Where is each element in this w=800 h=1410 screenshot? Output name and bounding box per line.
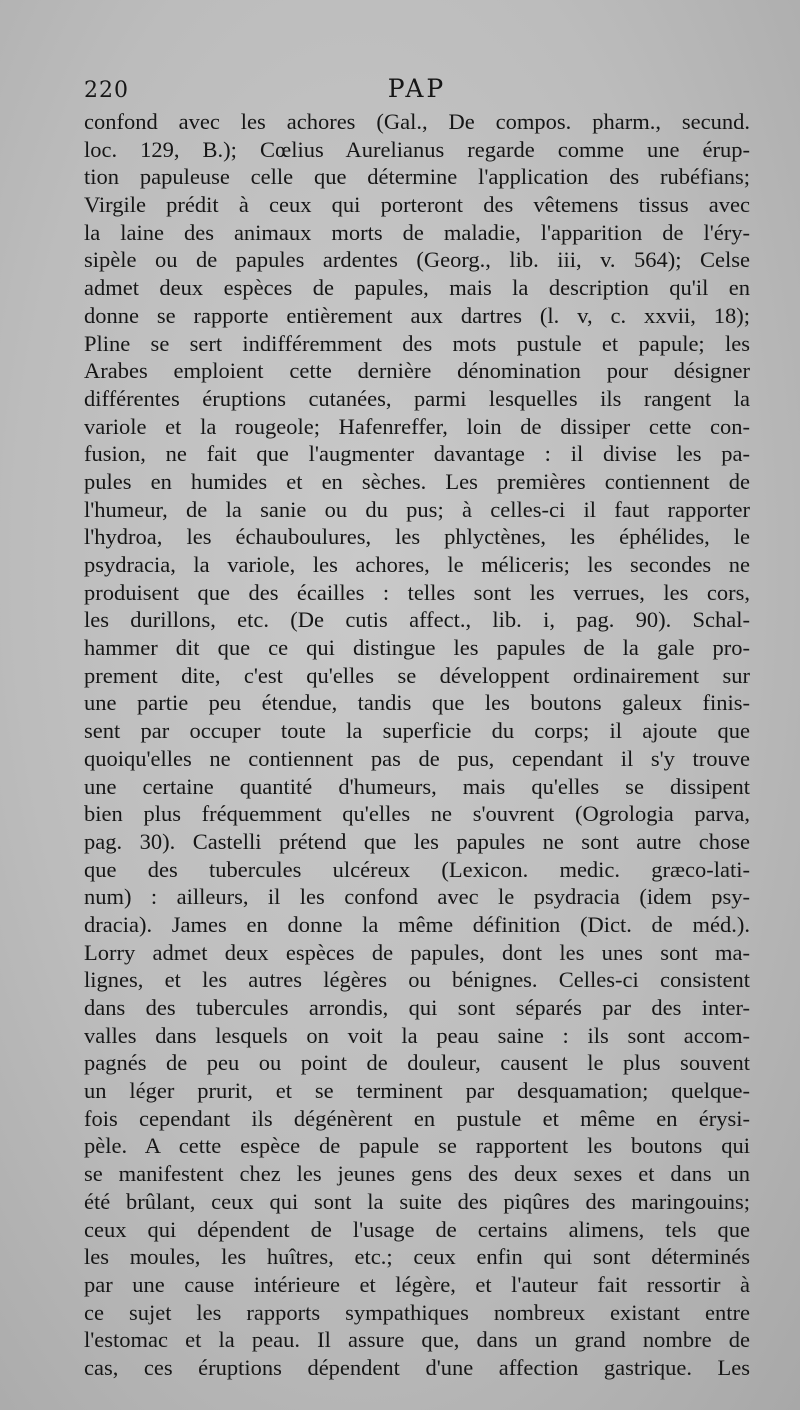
text-line: les durillons, etc. (De cutis affect., lib. i, pag. 90). Schal- — [84, 607, 750, 633]
text-line: l'humeur, de la sanie ou du pus; à celles-ci il faut rapporter — [84, 496, 750, 522]
text-line: les moules, les huîtres, etc.; ceux enfin qui sont déterminés — [84, 1244, 750, 1270]
text-line: pagnés de peu ou point de douleur, causent le plus souvent — [84, 1050, 750, 1076]
text-line: psydracia, la variole, les achores, le méliceris; les secondes ne — [84, 552, 750, 577]
text-line: été brûlant, ceux qui sont la suite des piqûres des maringouins; — [84, 1188, 750, 1214]
text-line: num) : ailleurs, il les confond avec le psydracia (idem psy- — [84, 884, 750, 910]
text-line: l'hydroa, les échauboulures, les phlyctènes, les éphélides, le — [84, 524, 750, 550]
text-line: ce sujet les rapports sympathiques nombreux existant entre — [84, 1299, 750, 1325]
text-line: Arabes emploient cette dernière dénomination pour désigner — [84, 358, 750, 384]
body-text — [84, 108, 750, 1382]
text-line: par une cause intérieure et légère, et l'auteur fait ressortir à — [84, 1271, 750, 1297]
text-line: pèle. A cette espèce de papule se rapportent les boutons qui — [84, 1133, 750, 1159]
text-line: Lorry admet deux espèces de papules, dont les unes sont ma- — [84, 939, 750, 965]
text-line: fusion, ne fait que l'augmenter davantage : il divise les pa- — [84, 441, 750, 467]
text-line: sipèle ou de papules ardentes (Georg., lib. iii, v. 564); Celse — [84, 247, 750, 273]
text-line: pules en humides et en sèches. Les premières contiennent de — [84, 468, 750, 494]
text-line: sent par occuper toute la superficie du corps; il ajoute que — [84, 718, 750, 744]
text-line: quoiqu'elles ne contiennent pas de pus, cependant il s'y trouve — [84, 745, 750, 771]
text-line: produisent que des écailles : telles sont les verrues, les cors, — [84, 579, 750, 605]
text-line: dracia). James en donne la même définition (Dict. de méd.). — [84, 911, 750, 937]
text-line: une certaine quantité d'humeurs, mais qu'elles se dissipent — [84, 773, 750, 799]
text-line: dans des tubercules arrondis, qui sont séparés par des inter- — [84, 995, 750, 1020]
text-line: se manifestent chez les jeunes gens des deux sexes et dans un — [84, 1161, 750, 1187]
text-line: que des tubercules ulcéreux (Lexicon. medic. græco-lati- — [84, 856, 750, 882]
page-number: 220 — [84, 78, 129, 103]
text-line: différentes éruptions cutanées, parmi lesquelles ils rangent la — [84, 385, 750, 411]
text-line: une partie peu étendue, tandis que les boutons galeux finis- — [84, 690, 750, 716]
text-line: confond avec les achores (Gal., De compos. pharm., secund. — [84, 109, 750, 134]
text-line: admet deux espèces de papules, mais la description qu'il en — [84, 275, 750, 301]
text-line: cas, ces éruptions dépendent d'une affection gastrique. Les — [84, 1354, 750, 1380]
text-line: valles dans lesquels on voit la peau saine : ils sont accom- — [84, 1022, 750, 1048]
text-line: l'estomac et la peau. Il assure que, dans un grand nombre de — [84, 1327, 750, 1353]
page-header — [84, 74, 750, 106]
text-line: donne se rapporte entièrement aux dartres (l. v, c. xxvii, 18); — [84, 302, 750, 328]
text-line: hammer dit que ce qui distingue les papules de la gale pro- — [84, 635, 750, 661]
text-line: la laine des animaux morts de maladie, l'apparition de l'éry- — [84, 219, 750, 245]
text-line: ceux qui dépendent de l'usage de certains alimens, tels que — [84, 1216, 750, 1242]
text-line: Virgile prédit à ceux qui porteront des vêtemens tissus avec — [84, 192, 750, 218]
running-head: PAP — [387, 74, 447, 103]
text-line: bien plus fréquemment qu'elles ne s'ouvrent (Ogrologia parva, — [84, 801, 750, 827]
text-line: loc. 129, B.); Cœlius Aurelianus regarde comme une érup- — [84, 136, 750, 162]
text-line: Pline se sert indifféremment des mots pustule et papule; les — [84, 330, 750, 356]
text-line: prement dite, c'est qu'elles se développent ordinairement sur — [84, 662, 750, 688]
text-line: un léger prurit, et se terminent par desquamation; quelque- — [84, 1078, 750, 1104]
text-line: lignes, et les autres légères ou bénignes. Celles-ci consistent — [84, 967, 750, 993]
text-line: tion papuleuse celle que détermine l'application des rubéfians; — [84, 164, 750, 190]
text-line: pag. 30). Castelli prétend que les papules ne sont autre chose — [84, 828, 750, 854]
text-line: variole et la rougeole; Hafenreffer, loin de dissiper cette con- — [84, 413, 750, 439]
text-line: fois cependant ils dégénèrent en pustule et même en érysi- — [84, 1105, 750, 1131]
